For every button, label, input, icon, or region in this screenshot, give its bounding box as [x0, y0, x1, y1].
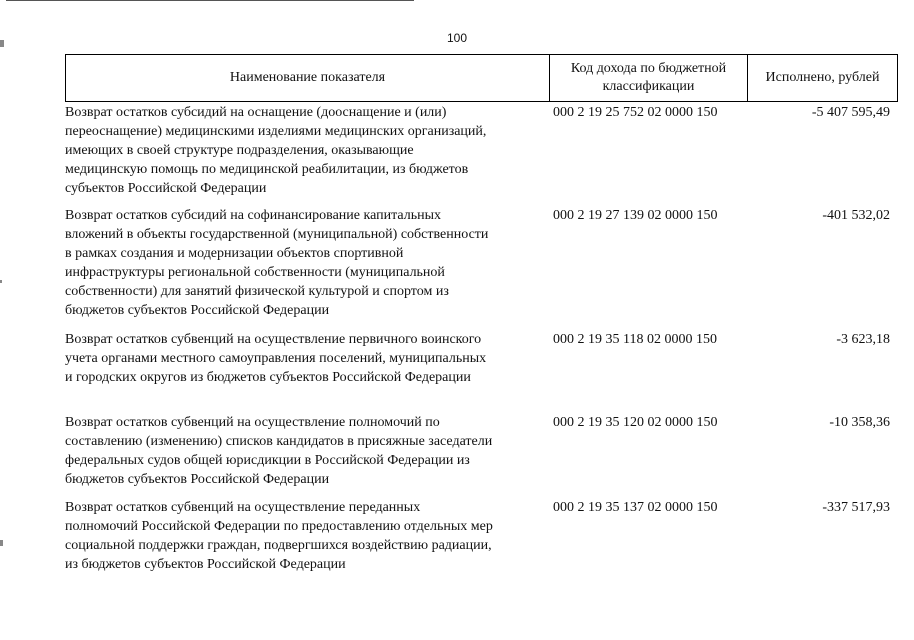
row-code: 000 2 19 35 137 02 0000 150 [553, 500, 718, 515]
scan-top-rule [6, 0, 414, 1]
header-code-column: Код дохода по бюджетной классификации [550, 55, 748, 101]
row-code: 000 2 19 35 120 02 0000 150 [553, 415, 718, 430]
row-code: 000 2 19 35 118 02 0000 150 [553, 332, 717, 347]
table-header [65, 54, 898, 102]
scan-artifact-mark [0, 280, 2, 283]
header-name-column: Наименование показателя [66, 55, 550, 101]
row-description: Возврат остатков субсидий на оснащение (дооснащение и (или) переоснащение) медицинскими изделиями медицинских организаций, имеющих в своей структуре подразделения, оказывающие медицинскую помощь по медицинской реабилитации, из бюджетов субъектов Российской Федерации [65, 105, 487, 196]
scan-artifact-mark [0, 540, 3, 546]
row-amount: -401 532,02 [822, 208, 890, 223]
row-description: Возврат остатков субсидий на софинансирование капитальных вложений в объекты государственной (муниципальной) собственности в рамках создания и модернизации объектов спортивной инфраструктуры региональной собственности (муниципальной собственности) для занятий физической культурой и спортом из бюджетов субъектов Российской Федерации [65, 208, 489, 318]
row-amount: -10 358,36 [829, 415, 890, 430]
row-code: 000 2 19 25 752 02 0000 150 [553, 105, 718, 120]
header-amount-column: Исполнено, рублей [765, 70, 880, 85]
row-description: Возврат остатков субвенций на осуществление переданных полномочий Российской Федерации по предоставлению отдельных мер социальной поддержки граждан, подвергшихся воздействию радиации, из бюджетов субъектов Российской Федерации [65, 500, 493, 572]
row-amount: -5 407 595,49 [811, 105, 890, 120]
row-code: 000 2 19 27 139 02 0000 150 [553, 208, 718, 223]
row-description: Возврат остатков субвенций на осуществление первичного воинского учета органами местного самоуправления поселений, муниципальных и городских округов из бюджетов субъектов Российской Федерации [65, 332, 487, 385]
row-amount: -337 517,93 [822, 500, 890, 515]
row-description: Возврат остатков субвенций на осуществление полномочий по составлению (изменению) списков кандидатов в присяжные заседатели федеральных судов общей юрисдикции в Российской Федерации из бюджетов субъектов Российской Федерации [65, 415, 493, 487]
page-number: 100 [446, 31, 468, 45]
row-amount: -3 623,18 [836, 332, 890, 347]
